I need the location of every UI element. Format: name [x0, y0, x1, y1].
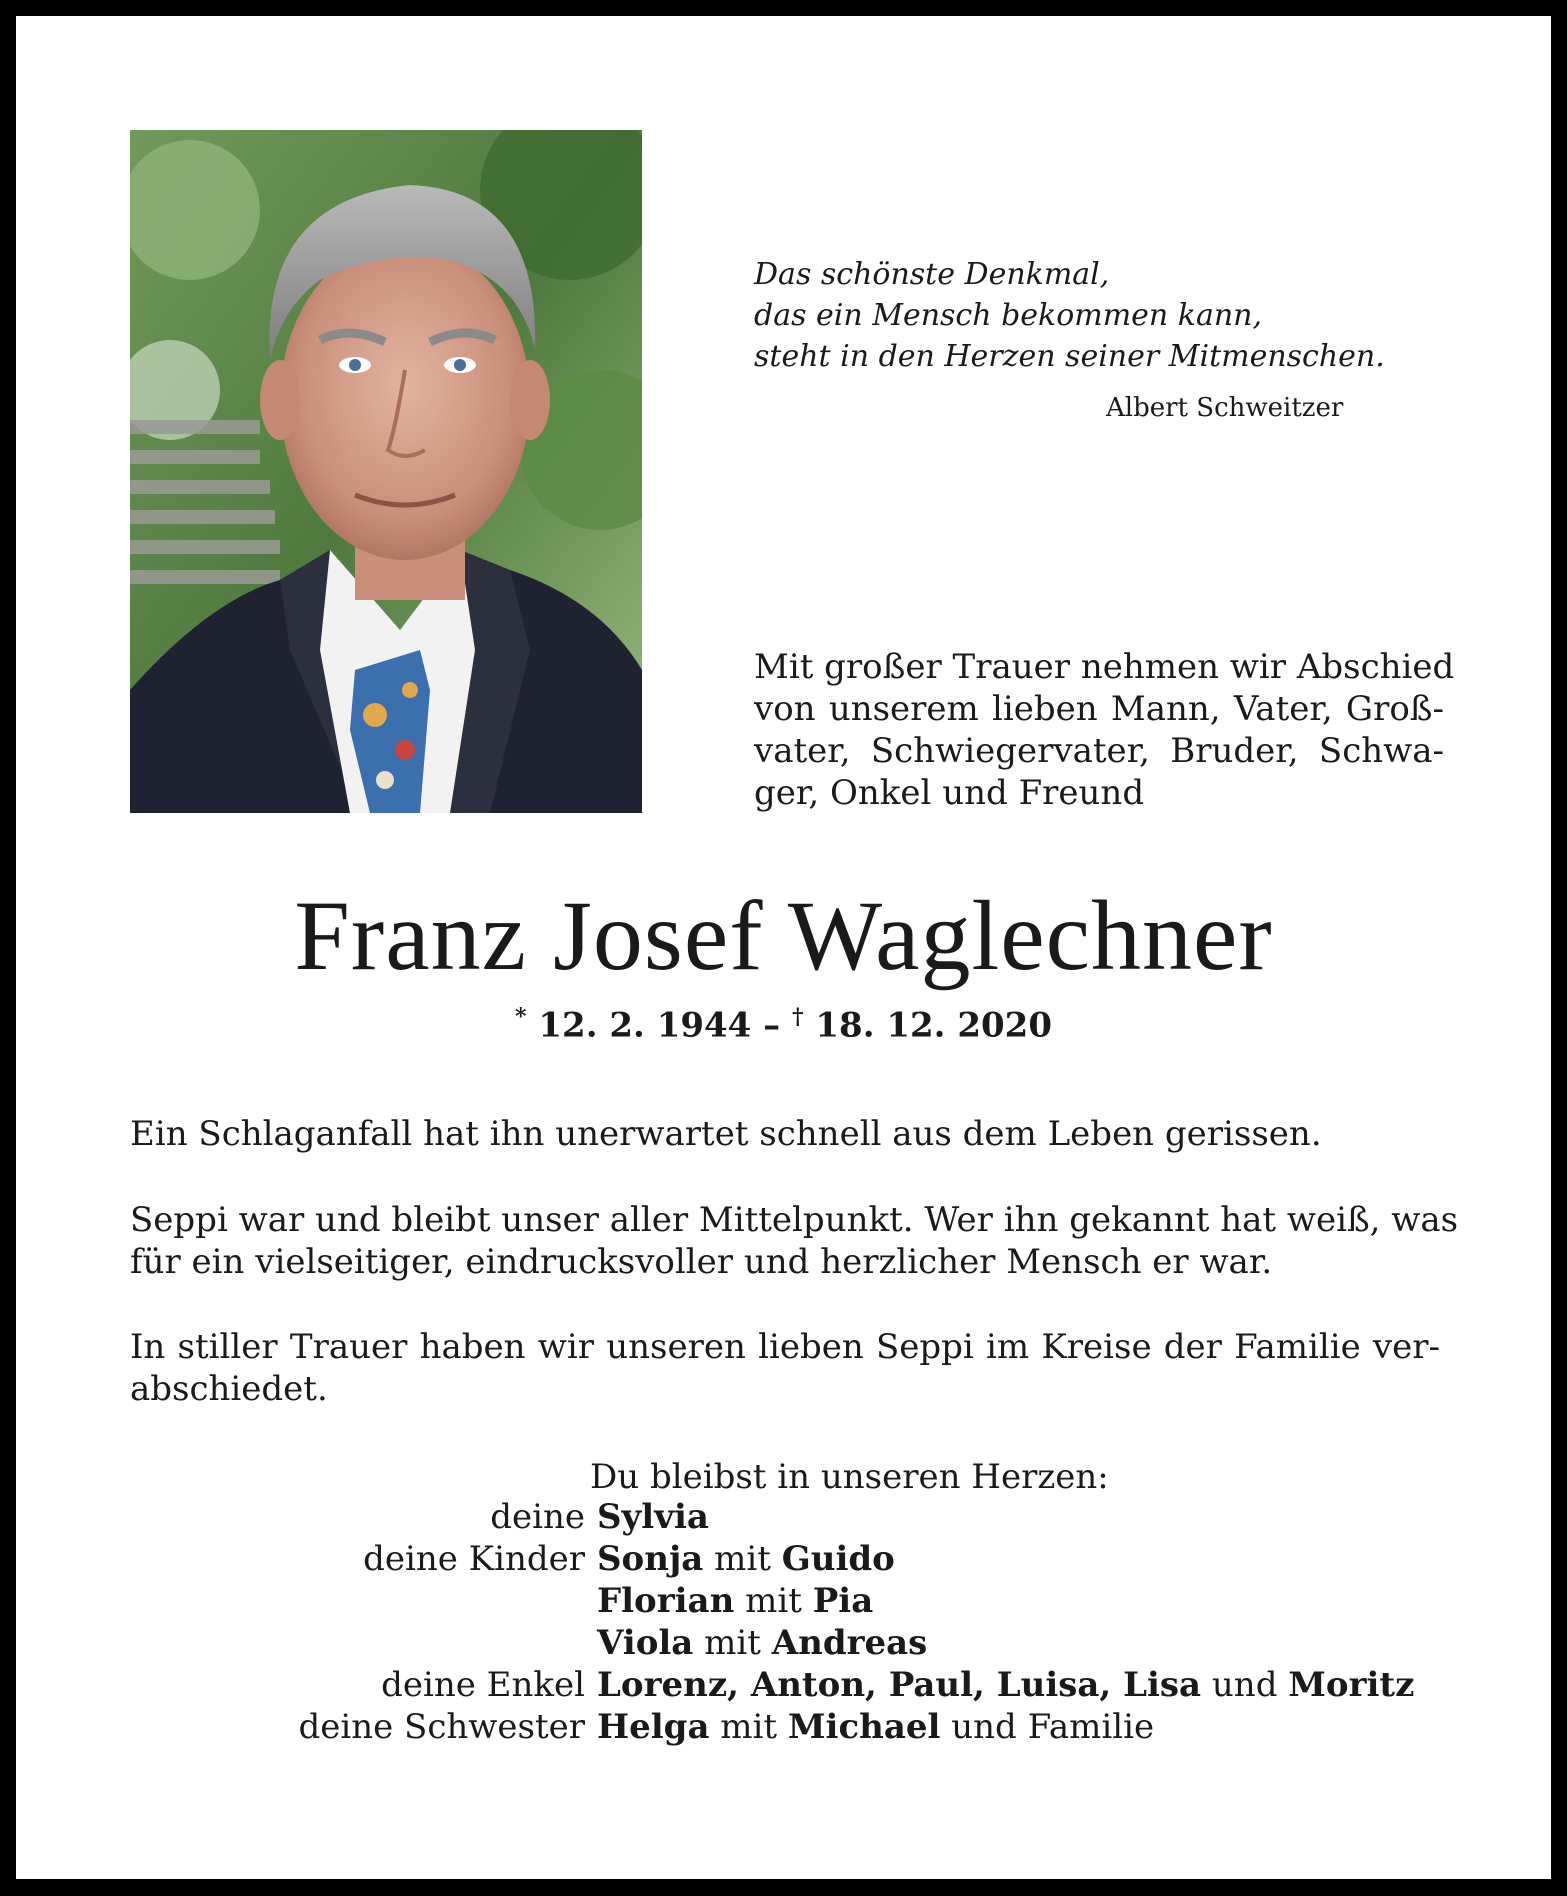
mourner-name: Helga — [597, 1707, 710, 1747]
mourner-names — [597, 1580, 873, 1622]
quote-line: steht in den Herzen seiner Mitmenschen. — [754, 339, 1385, 374]
quote-line: Das schönste Denkmal, — [754, 257, 1110, 292]
obituary-sheet — [16, 16, 1551, 1879]
paragraph-tribute — [130, 1199, 1459, 1283]
quote — [754, 254, 1454, 377]
mourner-name: Pia — [812, 1581, 874, 1621]
mourner-name: Andreas — [771, 1623, 928, 1663]
mourner-connector: mit — [703, 1539, 782, 1579]
intro-line: von unserem lieben Mann, Vater, Groß- — [754, 689, 1444, 729]
mourner-row — [130, 1580, 1440, 1622]
mourner-name: Guido — [781, 1539, 895, 1579]
mourner-connector: mit — [734, 1581, 813, 1621]
mourner-name: Moritz — [1288, 1665, 1415, 1705]
paragraph-line: In stiller Trauer haben wir unseren lieben Seppi im Kreise der Familie ver- — [130, 1327, 1440, 1367]
paragraph-farewell — [130, 1326, 1440, 1410]
mourner-relation — [130, 1580, 597, 1622]
mourner-row — [130, 1622, 1440, 1664]
portrait-photo — [130, 130, 642, 813]
mourner-relation: deine Kinder — [363, 1539, 585, 1579]
mourner-names — [597, 1538, 895, 1580]
mourner-name: Viola — [597, 1623, 694, 1663]
mourner-connector: und — [1201, 1665, 1289, 1705]
deceased-name: Franz Josef Waglechner — [294, 880, 1273, 991]
date-separator: – — [763, 1005, 781, 1046]
mourner-name: Florian — [597, 1581, 735, 1621]
mourner-names — [597, 1496, 709, 1538]
paragraph-line: Ein Schlaganfall hat ihn unerwartet schnell aus dem Leben gerissen. — [130, 1114, 1322, 1154]
mourner-connector: mit — [693, 1623, 772, 1663]
paragraph-line: abschiedet. — [130, 1369, 328, 1409]
mourner-relation — [130, 1622, 597, 1664]
mourner-row — [130, 1664, 1440, 1706]
mourners-intro: Du bleibst in unseren Herzen: — [590, 1457, 1109, 1497]
mourners-list — [130, 1496, 1440, 1748]
mourner-relation: deine Schwester — [298, 1707, 585, 1747]
paragraph-stroke — [130, 1113, 1440, 1155]
quote-line: das ein Mensch bekommen kann, — [754, 298, 1263, 333]
mourner-names — [597, 1664, 1414, 1706]
birth-date: 12. 2. 1944 — [538, 1005, 752, 1046]
mourner-connector: und Familie — [940, 1707, 1155, 1747]
mourner-relation: deine — [490, 1497, 585, 1537]
intro-text — [754, 646, 1455, 814]
mourner-row — [130, 1706, 1440, 1748]
mourner-name: Sylvia — [597, 1497, 709, 1537]
mourner-connector: mit — [709, 1707, 788, 1747]
mourner-relation: deine Enkel — [381, 1665, 585, 1705]
quote-author: Albert Schweitzer — [1106, 393, 1344, 423]
death-symbol: † — [792, 1004, 804, 1030]
mourner-name: Lorenz, Anton, Paul, Luisa, Lisa — [597, 1665, 1202, 1705]
mourner-row — [130, 1496, 1440, 1538]
intro-line: ger, Onkel und Freund — [754, 773, 1145, 813]
mourner-names — [597, 1622, 927, 1664]
birth-symbol: * — [515, 1004, 527, 1030]
paragraph-line: Seppi war und bleibt unser aller Mittelpunkt. Wer ihn gekannt hat weiß, was — [130, 1200, 1459, 1240]
life-dates — [16, 1004, 1551, 1045]
mourner-names — [597, 1706, 1154, 1748]
intro-line: Mit großer Trauer nehmen wir Abschied — [754, 647, 1455, 687]
intro-line: vater, Schwiegervater, Bruder, Schwa- — [754, 731, 1444, 771]
death-date: 18. 12. 2020 — [815, 1005, 1052, 1046]
mourner-name: Michael — [787, 1707, 941, 1747]
paragraph-line: für ein vielseitiger, eindrucksvoller und herzlicher Mensch er war. — [130, 1242, 1273, 1282]
mourner-row — [130, 1538, 1440, 1580]
mourner-name: Sonja — [597, 1539, 704, 1579]
